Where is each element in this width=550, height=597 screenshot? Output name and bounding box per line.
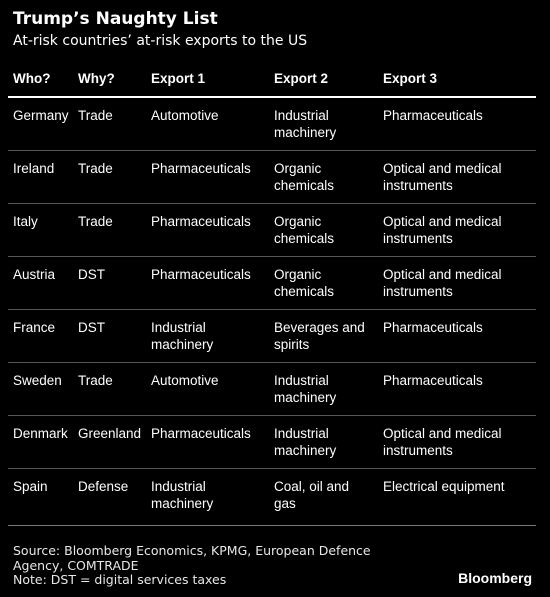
source-text: Source: Bloomberg Economics, KPMG, European Defence Agency, COMTRADE bbox=[13, 543, 371, 573]
cell-why: DST bbox=[73, 256, 146, 309]
header-export-3: Export 3 bbox=[378, 60, 536, 97]
cell-export-3: Pharmaceuticals bbox=[378, 362, 536, 415]
cell-why: Trade bbox=[73, 203, 146, 256]
cell-export-1: Automotive bbox=[146, 362, 269, 415]
cell-export-2: Industrial machinery bbox=[269, 415, 378, 468]
cell-export-1: Industrial machinery bbox=[146, 468, 269, 525]
cell-export-2: Industrial machinery bbox=[269, 97, 378, 150]
cell-who: Austria bbox=[8, 256, 73, 309]
cell-export-2: Organic chemicals bbox=[269, 150, 378, 203]
cell-export-2: Beverages and spirits bbox=[269, 309, 378, 362]
cell-export-3: Optical and medical instruments bbox=[378, 256, 536, 309]
cell-who: Spain bbox=[8, 468, 73, 525]
cell-who: Denmark bbox=[8, 415, 73, 468]
cell-export-2: Organic chemicals bbox=[269, 256, 378, 309]
cell-export-3: Pharmaceuticals bbox=[378, 309, 536, 362]
table-row bbox=[8, 203, 536, 256]
exports-table bbox=[8, 60, 536, 526]
cell-export-3: Optical and medical instruments bbox=[378, 203, 536, 256]
cell-why: Trade bbox=[73, 150, 146, 203]
table-row bbox=[8, 415, 536, 468]
table-row bbox=[8, 468, 536, 525]
cell-why: Greenland bbox=[73, 415, 146, 468]
table-header-row bbox=[8, 60, 536, 97]
cell-who: France bbox=[8, 309, 73, 362]
table-row bbox=[8, 256, 536, 309]
cell-export-1: Pharmaceuticals bbox=[146, 150, 269, 203]
cell-why: Trade bbox=[73, 362, 146, 415]
table-row bbox=[8, 362, 536, 415]
cell-why: Defense bbox=[73, 468, 146, 525]
cell-who: Ireland bbox=[8, 150, 73, 203]
header-who: Who? bbox=[8, 60, 73, 97]
cell-why: DST bbox=[73, 309, 146, 362]
header-why: Why? bbox=[73, 60, 146, 97]
cell-who: Italy bbox=[8, 203, 73, 256]
header-export-1: Export 1 bbox=[146, 60, 269, 97]
cell-who: Sweden bbox=[8, 362, 73, 415]
cell-export-2: Industrial machinery bbox=[269, 362, 378, 415]
cell-export-1: Industrial machinery bbox=[146, 309, 269, 362]
page-title: Trump’s Naughty List bbox=[13, 9, 218, 29]
table-row bbox=[8, 150, 536, 203]
cell-export-3: Optical and medical instruments bbox=[378, 415, 536, 468]
cell-export-2: Coal, oil and gas bbox=[269, 468, 378, 525]
bloomberg-logo: Bloomberg bbox=[458, 570, 532, 586]
header-export-2: Export 2 bbox=[269, 60, 378, 97]
note-text: Note: DST = digital services taxes bbox=[13, 572, 227, 587]
page-subtitle: At-risk countries’ at-risk exports to the US bbox=[13, 33, 308, 49]
cell-export-3: Electrical equipment bbox=[378, 468, 536, 525]
cell-who: Germany bbox=[8, 97, 73, 150]
table-row bbox=[8, 97, 536, 150]
table-row bbox=[8, 309, 536, 362]
cell-export-1: Pharmaceuticals bbox=[146, 256, 269, 309]
cell-export-1: Pharmaceuticals bbox=[146, 415, 269, 468]
cell-export-3: Pharmaceuticals bbox=[378, 97, 536, 150]
cell-why: Trade bbox=[73, 97, 146, 150]
cell-export-1: Pharmaceuticals bbox=[146, 203, 269, 256]
cell-export-3: Optical and medical instruments bbox=[378, 150, 536, 203]
cell-export-1: Automotive bbox=[146, 97, 269, 150]
source-note bbox=[13, 544, 393, 588]
cell-export-2: Organic chemicals bbox=[269, 203, 378, 256]
